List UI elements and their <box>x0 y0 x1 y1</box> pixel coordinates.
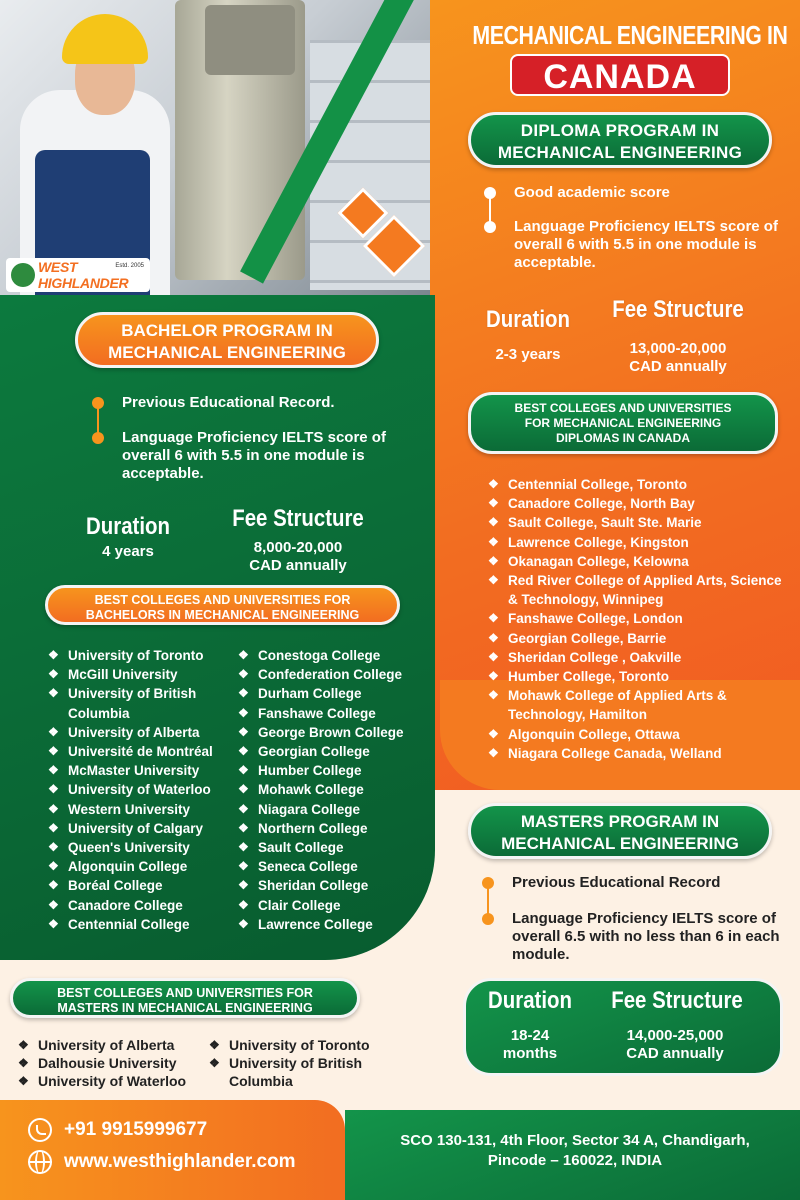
diamond-cluster-icon: ❖ <box>48 648 59 662</box>
college-name: Centennial College, Toronto <box>508 477 688 492</box>
college-name: Clair College <box>258 897 341 913</box>
college-list-item <box>238 857 428 876</box>
college-list-item <box>48 761 238 780</box>
heading-line: BEST COLLEGES AND UNIVERSITIES FOR <box>94 593 351 607</box>
college-list-item <box>488 629 788 648</box>
fee-value <box>600 1027 750 1063</box>
phone-number[interactable]: +91 9915999677 <box>64 1119 208 1140</box>
college-name: Humber College <box>258 763 362 779</box>
diamond-cluster-icon: ❖ <box>488 477 499 491</box>
college-list-item <box>488 494 788 513</box>
college-name: Okanagan College, Kelowna <box>508 553 689 569</box>
bullet-dot-icon <box>482 877 494 889</box>
diamond-cluster-icon: ❖ <box>488 745 499 760</box>
college-list-item <box>488 571 788 609</box>
requirement-item <box>484 218 789 272</box>
college-name: University of Alberta <box>38 1037 175 1053</box>
duration-label: Duration <box>486 306 570 333</box>
college-list-item <box>238 819 428 838</box>
diamond-cluster-icon: ❖ <box>238 724 249 739</box>
diploma-requirements <box>484 184 789 272</box>
website-link[interactable]: www.westhighlander.com <box>64 1151 296 1172</box>
fee-line: CAD annually <box>249 557 347 574</box>
bachelor-best-colleges-heading <box>45 585 400 625</box>
college-name: University of Toronto <box>68 648 204 663</box>
duration-line: months <box>502 1045 558 1062</box>
bachelor-college-list-right <box>238 646 428 934</box>
diamond-cluster-icon: ❖ <box>209 1056 220 1070</box>
college-name: Sheridan College , Oakville <box>508 649 682 665</box>
college-name: Centennial College <box>68 916 190 932</box>
bachelor-fee <box>218 505 378 575</box>
diamond-cluster-icon: ❖ <box>238 744 249 759</box>
college-list-item <box>238 800 428 819</box>
requirement-text: Language Proficiency IELTS score of overall 6.5 with no less than 6 in each module. <box>512 910 780 963</box>
diamond-cluster-icon: ❖ <box>488 630 499 645</box>
diamond-cluster-icon: ❖ <box>48 667 59 682</box>
college-name: Université de Montréal <box>68 744 213 760</box>
college-list-item <box>238 723 428 742</box>
fee-line: 13,000-20,000 <box>629 340 727 357</box>
fee-line: 14,000-25,000 <box>626 1027 724 1044</box>
college-list-item <box>18 1054 218 1072</box>
fee-value <box>598 340 758 376</box>
college-list-item <box>209 1036 399 1054</box>
college-name: McMaster University <box>68 763 200 779</box>
duration-value: 2-3 years <box>495 346 561 363</box>
heading-line: MECHANICAL ENGINEERING <box>501 834 739 853</box>
diploma-program-heading <box>468 112 772 168</box>
requirement-item <box>92 429 392 483</box>
duration-value: 4 years <box>102 543 154 560</box>
college-list-item <box>488 609 788 628</box>
diamond-cluster-icon: ❖ <box>488 534 499 549</box>
diamond-cluster-icon: ❖ <box>48 897 59 912</box>
college-name: Seneca College <box>258 859 358 875</box>
college-name: Durham College <box>258 686 362 702</box>
west-highlander-logo <box>6 258 150 292</box>
college-list-item <box>48 665 238 684</box>
fee-label: Fee Structure <box>611 987 743 1014</box>
college-list-item <box>488 552 788 571</box>
diploma-fee <box>598 296 758 376</box>
college-name: Niagara College <box>258 801 361 817</box>
drill-press-motor <box>205 5 295 75</box>
college-name: Confederation College <box>258 667 403 683</box>
college-name: Boréal College <box>68 878 163 894</box>
college-list-item <box>48 838 238 857</box>
college-list-item <box>48 896 238 915</box>
college-list-item <box>18 1036 218 1054</box>
diamond-cluster-icon: ❖ <box>488 496 499 511</box>
college-list-item <box>48 915 238 934</box>
heading-line: MECHANICAL ENGINEERING <box>497 143 743 162</box>
college-list-item <box>48 723 238 742</box>
college-name: University of Calgary <box>68 820 204 836</box>
fee-label: Fee Structure <box>612 296 744 323</box>
diamond-cluster-icon: ❖ <box>48 801 59 816</box>
bachelor-requirements <box>92 394 392 483</box>
college-name: Red River College of Applied Arts, Science & Technology, Winnipeg <box>508 573 782 608</box>
office-address <box>360 1131 790 1171</box>
heading-line: DIPLOMAS IN CANADA <box>556 431 690 445</box>
bullet-dot-icon <box>484 187 496 199</box>
diamond-cluster-icon: ❖ <box>238 648 249 662</box>
college-name: Lawrence College <box>258 916 373 932</box>
bullet-dot-icon <box>92 397 104 409</box>
college-list-item <box>238 761 428 780</box>
masters-duration <box>475 987 585 1063</box>
title-canada-banner: CANADA <box>510 54 730 96</box>
duration-line: 18-24 <box>510 1027 550 1044</box>
heading-line: MASTERS PROGRAM IN <box>520 812 720 831</box>
fee-label: Fee Structure <box>232 505 364 532</box>
requirement-text: Language Proficiency IELTS score of overall 6 with 5.5 in one module is acceptable. <box>122 429 386 482</box>
diamond-cluster-icon: ❖ <box>48 724 59 739</box>
diamond-cluster-icon: ❖ <box>48 763 59 778</box>
college-name: University of Toronto <box>229 1037 370 1053</box>
college-name: Dalhousie University <box>38 1055 177 1071</box>
college-name: Sheridan College <box>258 878 369 894</box>
college-name: Mohawk College of Applied Arts & Technology, Hamilton <box>508 688 727 723</box>
masters-requirements <box>482 874 792 964</box>
college-name: University of British Columbia <box>68 686 197 721</box>
fee-line: 8,000-20,000 <box>253 539 343 556</box>
diamond-cluster-icon: ❖ <box>488 573 499 588</box>
heading-line: BEST COLLEGES AND UNIVERSITIES <box>514 401 732 415</box>
diamond-cluster-icon: ❖ <box>238 820 249 835</box>
heading-line: MECHANICAL ENGINEERING <box>108 343 346 362</box>
bullet-dot-icon <box>484 221 496 233</box>
college-list-item <box>238 780 428 799</box>
requirement-item <box>92 394 392 412</box>
heading-line: MASTERS IN MECHANICAL ENGINEERING <box>57 1001 313 1015</box>
college-list-item <box>488 667 788 686</box>
fee-line: CAD annually <box>626 1045 724 1062</box>
diamond-cluster-icon: ❖ <box>48 686 59 701</box>
diploma-college-list <box>488 475 788 763</box>
diamond-cluster-icon: ❖ <box>488 649 499 664</box>
college-list-item <box>48 646 238 665</box>
masters-fee <box>600 987 750 1063</box>
college-list-item <box>48 684 238 722</box>
masters-college-list-right <box>209 1036 399 1090</box>
duration-label: Duration <box>86 513 170 540</box>
college-list-item <box>238 876 428 895</box>
college-list-item <box>48 819 238 838</box>
requirement-text: Previous Educational Record <box>512 874 721 891</box>
college-name: Humber College, Toronto <box>508 669 669 685</box>
hard-hat <box>62 14 148 64</box>
diploma-best-colleges-heading <box>468 392 778 454</box>
masters-program-heading <box>468 803 772 859</box>
heading-line: BEST COLLEGES AND UNIVERSITIES FOR <box>57 986 313 1000</box>
college-list-item <box>238 704 428 723</box>
duration-label: Duration <box>488 987 572 1014</box>
college-list-item <box>238 915 428 934</box>
bachelor-program-heading <box>75 312 379 368</box>
college-name: Fanshawe College, London <box>508 611 683 627</box>
requirement-text: Previous Educational Record. <box>122 394 335 411</box>
diamond-cluster-icon: ❖ <box>238 916 249 931</box>
college-list-item <box>48 857 238 876</box>
diamond-cluster-icon: ❖ <box>488 669 499 684</box>
heading-line: FOR MECHANICAL ENGINEERING <box>524 416 722 430</box>
heading-line: BACHELOR PROGRAM IN <box>121 321 333 340</box>
college-name: Sault College, Sault Ste. Marie <box>508 515 702 531</box>
bachelor-college-list-left <box>48 646 238 934</box>
diamond-cluster-icon: ❖ <box>238 859 249 874</box>
college-list-item <box>488 475 788 494</box>
title-line1: MECHANICAL ENGINEERING IN <box>472 20 788 50</box>
requirement-item <box>482 874 792 892</box>
college-name: Sault College <box>258 840 344 856</box>
duration-value <box>475 1027 585 1063</box>
masters-best-colleges-heading <box>10 978 360 1018</box>
address-line: Pincode – 160022, INDIA <box>487 1152 663 1169</box>
college-name: Georgian College <box>258 744 370 760</box>
college-list-item <box>48 780 238 799</box>
diamond-cluster-icon: ❖ <box>238 840 249 855</box>
college-list-item <box>48 800 238 819</box>
diamond-cluster-icon: ❖ <box>48 859 59 874</box>
college-name: Algonquin College <box>68 859 188 875</box>
diamond-cluster-icon: ❖ <box>48 916 59 931</box>
heading-line: DIPLOMA PROGRAM IN <box>520 121 720 140</box>
globe-logo-icon <box>11 263 35 287</box>
college-list-item <box>488 648 788 667</box>
college-name: Lawrence College, Kingston <box>508 534 689 550</box>
fee-line: CAD annually <box>629 358 727 375</box>
diamond-cluster-icon: ❖ <box>18 1074 29 1088</box>
college-list-item <box>238 742 428 761</box>
diamond-cluster-icon: ❖ <box>238 878 249 893</box>
diamond-cluster-icon: ❖ <box>238 897 249 912</box>
college-list-item <box>488 725 788 744</box>
fee-value <box>218 539 378 575</box>
logo-estd: Estd. 2005 <box>115 263 144 269</box>
address-line: SCO 130-131, 4th Floor, Sector 34 A, Chandigarh, <box>400 1132 750 1149</box>
college-list-item <box>238 665 428 684</box>
college-name: Canadore College, North Bay <box>508 496 695 512</box>
diamond-cluster-icon: ❖ <box>238 686 249 701</box>
college-list-item <box>48 876 238 895</box>
page-title <box>440 20 800 96</box>
diamond-cluster-icon: ❖ <box>238 705 249 720</box>
diamond-cluster-icon: ❖ <box>18 1038 29 1052</box>
masters-college-list-left <box>18 1036 218 1090</box>
college-name: Northern College <box>258 820 368 836</box>
college-name: Fanshawe College <box>258 705 376 721</box>
diamond-cluster-icon: ❖ <box>48 878 59 893</box>
college-name: University of British Columbia <box>229 1055 363 1089</box>
diamond-cluster-icon: ❖ <box>238 801 249 816</box>
college-name: Western University <box>68 801 191 817</box>
college-list-item <box>48 742 238 761</box>
diamond-cluster-icon: ❖ <box>488 611 499 626</box>
college-list-item <box>488 533 788 552</box>
college-list-item <box>18 1072 218 1090</box>
heading-line: BACHELORS IN MECHANICAL ENGINEERING <box>85 608 360 622</box>
college-name: Niagara College Canada, Welland <box>508 745 722 761</box>
college-name: McGill University <box>68 667 178 683</box>
college-list-item <box>238 684 428 703</box>
diamond-cluster-icon: ❖ <box>48 820 59 835</box>
website-contact[interactable] <box>28 1150 296 1174</box>
college-name: University of Waterloo <box>68 782 211 798</box>
college-name: Algonquin College, Ottawa <box>508 726 680 742</box>
phone-contact[interactable] <box>28 1118 207 1142</box>
college-list-item <box>238 838 428 857</box>
diamond-cluster-icon: ❖ <box>488 515 499 530</box>
globe-icon <box>28 1150 52 1174</box>
requirement-text: Good academic score <box>514 184 670 201</box>
diamond-cluster-icon: ❖ <box>488 726 499 741</box>
college-name: University of Waterloo <box>38 1073 187 1089</box>
diamond-cluster-icon: ❖ <box>238 782 249 797</box>
college-name: Conestoga College <box>258 648 381 663</box>
college-list-item <box>238 646 428 665</box>
college-name: University of Alberta <box>68 724 200 740</box>
diamond-cluster-icon: ❖ <box>488 688 499 703</box>
college-name: Queen's University <box>68 840 190 856</box>
diamond-cluster-icon: ❖ <box>238 667 249 682</box>
college-list-item <box>488 513 788 532</box>
logo-text: WEST HIGHLANDER <box>38 259 129 291</box>
college-name: Canadore College <box>68 897 183 913</box>
diamond-cluster-icon: ❖ <box>209 1038 220 1052</box>
college-name: Mohawk College <box>258 782 364 798</box>
college-list-item <box>209 1054 399 1090</box>
diamond-cluster-icon: ❖ <box>488 553 499 568</box>
whatsapp-icon <box>28 1118 52 1142</box>
diploma-duration <box>478 306 578 364</box>
diamond-cluster-icon: ❖ <box>48 782 59 797</box>
bullet-dot-icon <box>92 432 104 444</box>
requirement-item <box>482 910 792 964</box>
diamond-cluster-icon: ❖ <box>238 763 249 778</box>
college-list-item <box>488 744 788 763</box>
bachelor-duration <box>78 513 178 561</box>
diamond-cluster-icon: ❖ <box>48 840 59 855</box>
college-list-item <box>238 896 428 915</box>
diamond-cluster-icon: ❖ <box>48 744 59 759</box>
bullet-dot-icon <box>482 913 494 925</box>
diamond-cluster-icon: ❖ <box>18 1056 29 1070</box>
college-name: George Brown College <box>258 724 404 740</box>
requirement-item <box>484 184 789 202</box>
college-name: Georgian College, Barrie <box>508 630 667 646</box>
college-list-item <box>488 686 788 724</box>
requirement-text: Language Proficiency IELTS score of overall 6 with 5.5 in one module is acceptable. <box>514 218 778 271</box>
